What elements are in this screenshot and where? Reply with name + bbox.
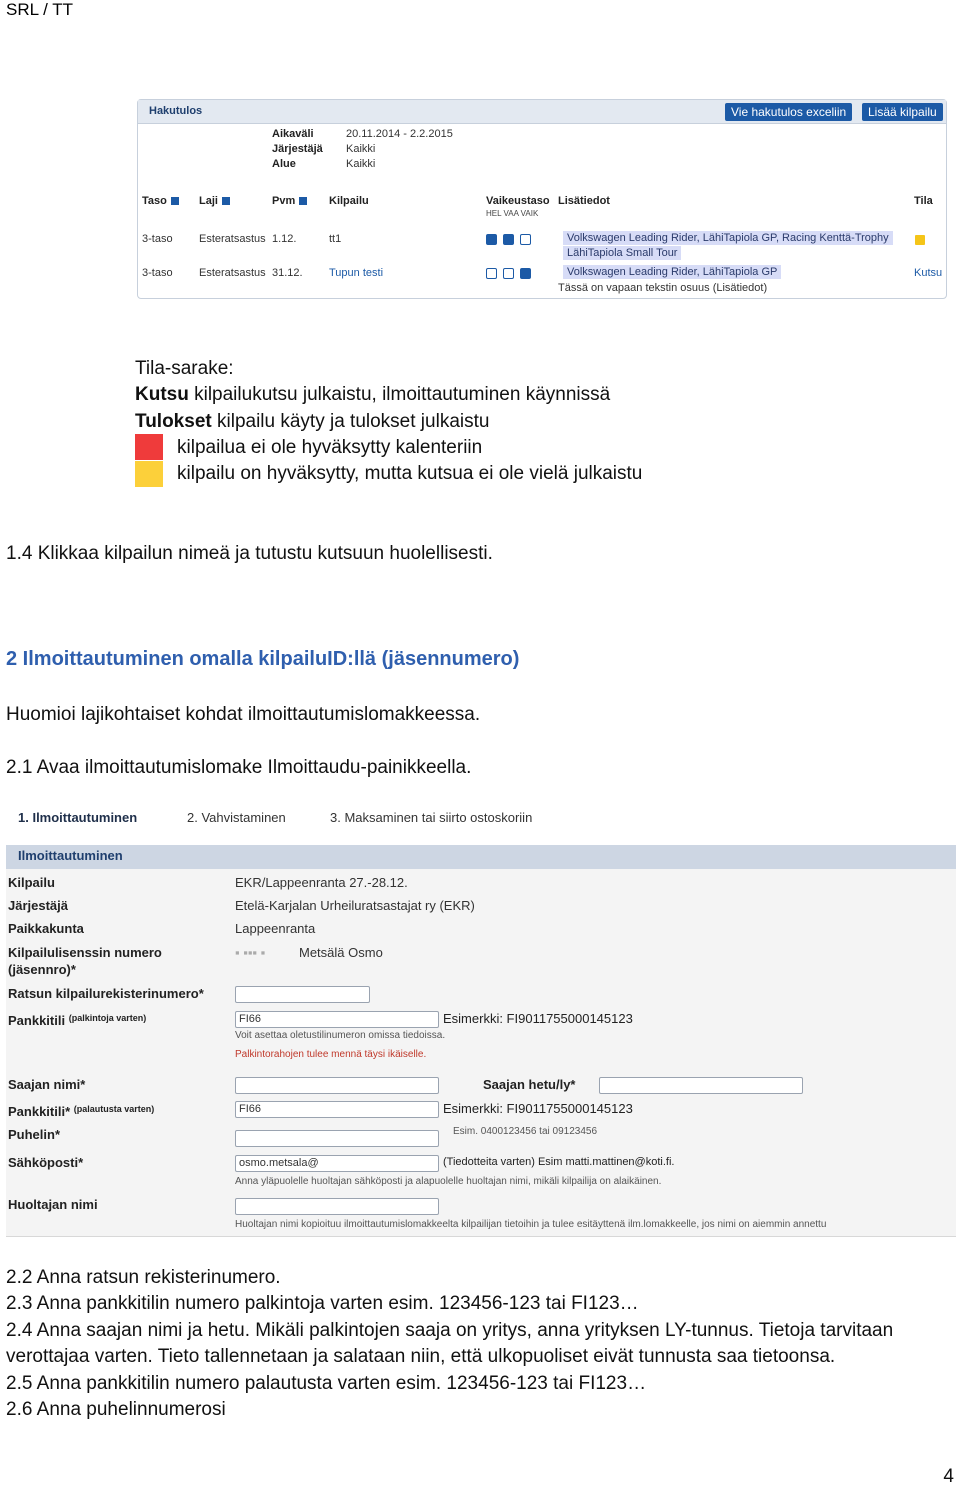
competition-link[interactable]: tt1 — [329, 233, 342, 245]
legend-key: Kutsu — [135, 384, 189, 405]
wizard-step-3: 3. Maksaminen tai siirto ostoskoriin — [330, 810, 533, 825]
form-title: Ilmoittautuminen — [18, 848, 123, 863]
form-title-bar — [6, 845, 956, 869]
add-competition-button[interactable]: Lisää kilpailu — [862, 103, 943, 121]
step-1-4: 1.4 Klikkaa kilpailun nimeä ja tutustu kutsuun huolellisesti. — [6, 543, 493, 564]
difficulty-checkbox — [486, 268, 497, 279]
col-header-pvm[interactable] — [272, 195, 307, 207]
row-pvm: 31.12. — [272, 267, 303, 279]
step-2-3: 2.3 Anna pankkitilin numero palkintoja varten esim. 123456-123 tai FI123… — [6, 1293, 639, 1314]
legend-heading: Tila-sarake: — [135, 358, 234, 379]
label-saaja: Saajan nimi* — [8, 1077, 86, 1092]
email-example: (Tiedotteita varten) Esim matti.mattinen@koti.fi. — [443, 1156, 675, 1168]
meta-value: 20.11.2014 - 2.2.2015 — [346, 128, 453, 140]
license-number-blurred: ▪ ▪▪▪ ▪ — [235, 945, 266, 958]
label-text: Pankkitili* — [8, 1104, 71, 1119]
section-2-heading: 2 Ilmoittautuminen omalla kilpailuID:llä (jäsennumero) — [6, 648, 520, 670]
value-kilpailu: EKR/Lappeenranta 27.-28.12. — [235, 875, 408, 890]
label-lisenssi: Kilpailulisenssin numero — [8, 945, 162, 960]
row-taso: 3-taso — [142, 267, 173, 279]
col-header-laji[interactable] — [199, 195, 230, 207]
page-number: 4 — [943, 1466, 954, 1487]
bank-hint: Voit asettaa oletustilinumeron omissa tiedoissa. — [235, 1030, 446, 1041]
legend-tulokset — [135, 411, 489, 433]
recipient-name-input[interactable] — [235, 1077, 439, 1094]
email-hint: Anna yläpuolelle huoltajan sähköposti ja alapuolelle huoltajan nimi, mikäli kilpailija on alaikäinen. — [235, 1176, 662, 1187]
meta-key: Alue — [272, 158, 296, 170]
value-paikkakunta: Lappeenranta — [235, 921, 316, 936]
label-note: (palautusta varten) — [73, 1104, 155, 1114]
step-2-6: 2.6 Anna puhelinnumerosi — [6, 1399, 226, 1420]
difficulty-checkbox — [520, 268, 531, 279]
wizard-step-1: 1. Ilmoittautuminen — [18, 810, 138, 825]
guardian-hint: Huoltajan nimi kopioituu ilmoittautumislomakkeelta kilpailijan tietoihin ja tulee esitäyttenä ilm.lomakkeelle, jos nimi on aiemmin annettu — [235, 1219, 827, 1230]
step-2-1: 2.1 Avaa ilmoittautumislomake Ilmoittaudu-painikkeella. — [6, 757, 472, 778]
legend-yellow: kilpailu on hyväksytty, mutta kutsua ei ole vielä julkaistu — [177, 463, 643, 484]
label-sahkoposti: Sähköposti* — [8, 1155, 84, 1170]
meta-value: Kaikki — [346, 158, 376, 170]
col-header-kilpailu: Kilpailu — [329, 195, 369, 207]
legend-desc: kilpailu käyty ja tulokset julkaistu — [211, 411, 490, 432]
red-swatch — [135, 434, 163, 460]
search-results-panel — [137, 99, 947, 299]
col-header-tila: Tila — [914, 195, 933, 207]
meta-value: Kaikki — [346, 143, 376, 155]
results-title: Hakutulos — [149, 105, 203, 117]
label-kilpailu: Kilpailu — [8, 875, 55, 890]
step-2-4-cont: verottajaa varten. Tieto tallennetaan ja salataan niin, että ulkopuoliset eivät tunnusta saa tietoonsa. — [6, 1346, 836, 1367]
prize-bank-account-input[interactable]: FI66 — [235, 1011, 439, 1028]
row-laji: Esteratsastus — [199, 267, 266, 279]
series-tag: Volkswagen Leading Rider, LähiTapiola GP, Racing Kenttä-Trophy — [563, 231, 893, 245]
page-header: SRL / TT — [6, 0, 74, 19]
step-2-4: 2.4 Anna saajan nimi ja hetu. Mikäli palkintojen saaja on yritys, anna yrityksen LY-tunnus. Tietoja tarvitaan — [6, 1320, 894, 1341]
legend-desc: kilpailukutsu julkaistu, ilmoittautuminen käynnissä — [188, 384, 611, 405]
label-hetu: Saajan hetu/ly* — [483, 1077, 576, 1092]
label-paikkakunta: Paikkakunta — [8, 921, 84, 936]
export-excel-button[interactable]: Vie hakutulos exceliin — [725, 103, 852, 121]
legend-key: Tulokset — [135, 411, 212, 432]
row-taso: 3-taso — [142, 233, 173, 245]
label-lisenssi-sub: (jäsennro)* — [8, 962, 76, 977]
sort-icon[interactable] — [299, 197, 307, 205]
col-header-label: Pvm — [272, 195, 296, 207]
difficulty-checkbox — [486, 234, 497, 245]
col-header-label: Laji — [199, 195, 218, 207]
row-laji: Esteratsastus — [199, 233, 266, 245]
section-2-note: Huomioi lajikohtaiset kohdat ilmoittautumislomakkeessa. — [6, 704, 481, 725]
yellow-swatch — [135, 461, 163, 487]
guardian-name-input[interactable] — [235, 1198, 439, 1215]
wizard-step-2: 2. Vahvistaminen — [187, 810, 286, 825]
label-puhelin: Puhelin* — [8, 1127, 61, 1142]
label-ratsu: Ratsun kilpailurekisterinumero* — [8, 986, 204, 1001]
label-pankkitili-2 — [8, 1104, 154, 1119]
sort-icon[interactable] — [222, 197, 230, 205]
refund-bank-account-input[interactable]: FI66 — [235, 1101, 439, 1118]
horse-registry-input[interactable] — [235, 986, 370, 1003]
col-header-vaikeustaso: Vaikeustaso — [486, 195, 550, 207]
meta-key: Aikaväli — [272, 128, 314, 140]
row-note: Tässä on vapaan tekstin osuus (Lisätiedot) — [558, 282, 768, 294]
col-header-taso[interactable] — [142, 195, 179, 207]
label-huoltaja: Huoltajan nimi — [8, 1197, 98, 1212]
email-input[interactable]: osmo.metsala@ — [235, 1155, 439, 1172]
recipient-id-input[interactable] — [599, 1077, 803, 1094]
label-note: (palkintoja varten) — [68, 1013, 147, 1023]
phone-input[interactable] — [235, 1130, 439, 1147]
value-jarjestaja: Etelä-Karjalan Urheiluratsastajat ry (EKR) — [235, 898, 475, 913]
step-2-5: 2.5 Anna pankkitilin numero palautusta varten esim. 123456-123 tai FI123… — [6, 1373, 647, 1394]
label-pankkitili — [8, 1013, 146, 1028]
status-approved-indicator — [915, 235, 925, 245]
legend-kutsu — [135, 384, 610, 406]
bank-hint-warning: Palkintorahojen tulee mennä täysi ikäiselle. — [235, 1049, 427, 1060]
bank-example: Esimerkki: FI9011755000145123 — [443, 1011, 633, 1026]
col-header-label: Taso — [142, 195, 167, 207]
series-tag: Volkswagen Leading Rider, LähiTapiola GP — [563, 265, 781, 279]
label-jarjestaja: Järjestäjä — [8, 898, 68, 913]
series-tag: LähiTapiola Small Tour — [563, 246, 681, 260]
legend-red: kilpailua ei ole hyväksytty kalenteriin — [177, 437, 483, 458]
difficulty-sublabels: HEL VAA VAIK — [486, 209, 539, 218]
step-2-2: 2.2 Anna ratsun rekisterinumero. — [6, 1267, 281, 1288]
status-invite-link[interactable]: Kutsu — [914, 267, 943, 279]
difficulty-checkbox — [503, 268, 514, 279]
phone-hint: Esim. 0400123456 tai 09123456 — [453, 1126, 598, 1137]
col-header-lisatiedot: Lisätiedot — [558, 195, 610, 207]
meta-key: Järjestäjä — [272, 143, 323, 155]
value-licensee-name: Metsälä Osmo — [299, 945, 383, 960]
sort-icon[interactable] — [171, 197, 179, 205]
bank-example-2: Esimerkki: FI9011755000145123 — [443, 1101, 633, 1116]
difficulty-checkbox — [520, 234, 531, 245]
label-text: Pankkitili — [8, 1013, 66, 1028]
competition-link[interactable]: Tupun testi — [329, 267, 384, 279]
difficulty-checkbox — [503, 234, 514, 245]
row-pvm: 1.12. — [272, 233, 297, 245]
